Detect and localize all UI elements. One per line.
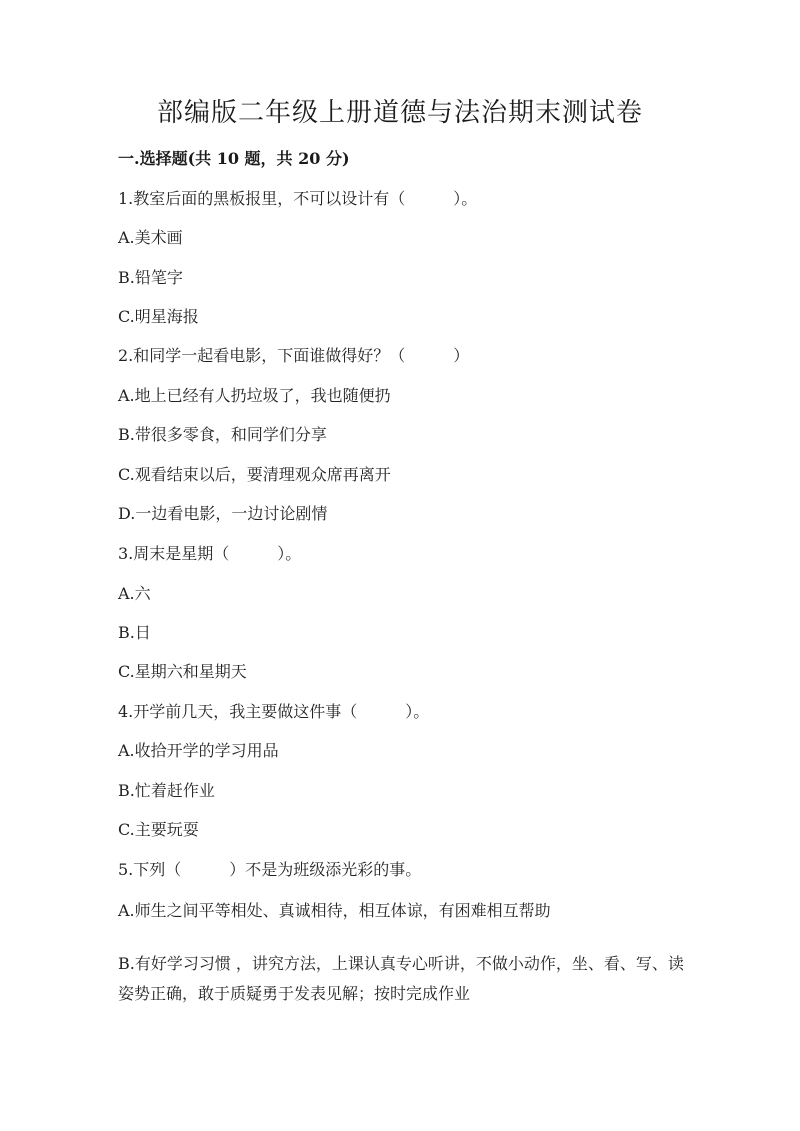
question-5-option-b: B.有好学习习惯 ，讲究方法，上课认真专心听讲，不做小动作，坐、看、写、读姿势正确，敢于质疑勇于发表见解；按时完成作业 xyxy=(118,954,684,1003)
question-2-option-a: A.地上已经有人扔垃圾了，我也随便扔 xyxy=(118,386,391,405)
question-4-option-c: C.主要玩耍 xyxy=(118,820,199,839)
question-2-option-b: B.带很多零食，和同学们分享 xyxy=(118,425,327,444)
question-4-option-a: A.收拾开学的学习用品 xyxy=(118,741,279,760)
question-2-option-d: D.一边看电影，一边讨论剧情 xyxy=(118,504,328,523)
question-2-stem: 2.和同学一起看电影，下面谁做得好？（ ） xyxy=(118,346,470,365)
page-title: 部编版二年级上册道德与法治期末测试卷 xyxy=(156,98,643,128)
question-4-stem: 4.开学前几天，我主要做这件事（ ）。 xyxy=(118,702,430,721)
section-heading: 一.选择题(共 10 题，共 20 分) xyxy=(118,149,350,168)
question-1-option-a: A.美术画 xyxy=(118,228,183,247)
question-4-option-b: B.忙着赶作业 xyxy=(118,781,215,800)
question-3-option-a: A.六 xyxy=(118,584,151,603)
question-2-option-c: C.观看结束以后，要清理观众席再离开 xyxy=(118,465,391,484)
question-1-option-c: C.明星海报 xyxy=(118,307,199,326)
question-3-option-c: C.星期六和星期天 xyxy=(118,662,247,681)
question-1-stem: 1.教室后面的黑板报里，不可以设计有（ ）。 xyxy=(118,189,478,208)
question-3-option-b: B.日 xyxy=(118,623,151,642)
question-5-option-a: A.师生之间平等相处、真诚相待，相互体谅，有困难相互帮助 xyxy=(118,901,551,920)
question-1-option-b: B.铅笔字 xyxy=(118,268,183,287)
question-3-stem: 3.周末是星期（ ）。 xyxy=(118,544,302,563)
question-5-stem: 5.下列（ ）不是为班级添光彩的事。 xyxy=(118,860,422,879)
